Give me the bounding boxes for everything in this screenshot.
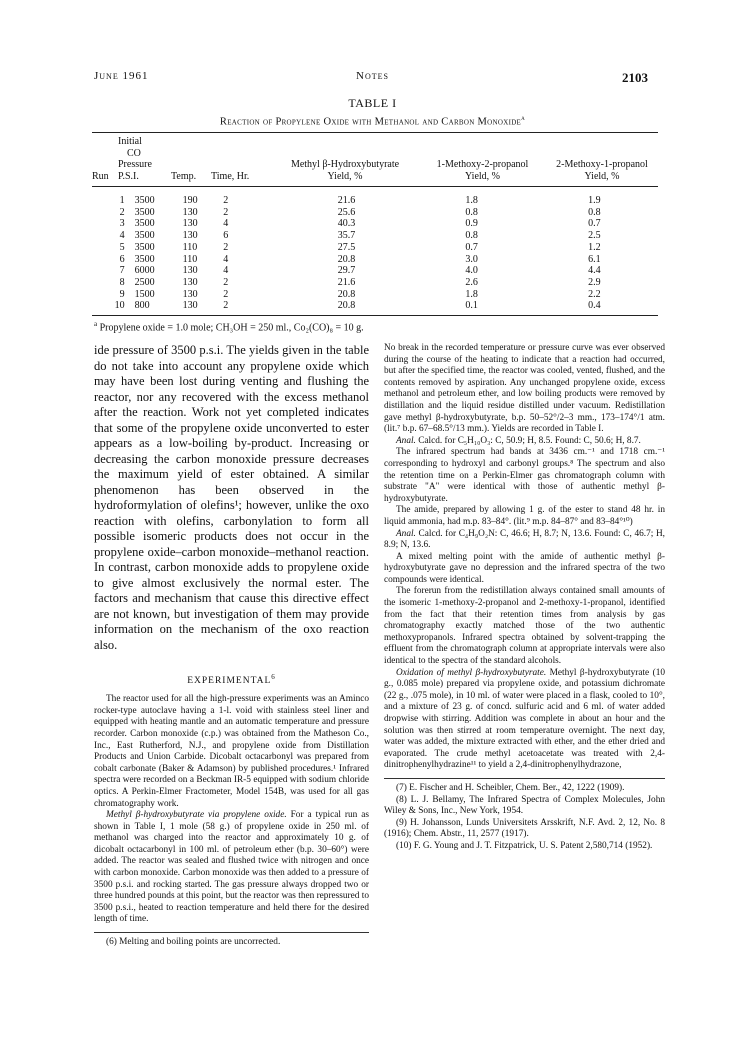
footnote-6: (6) Melting and boiling points are uncorrected. [106, 937, 281, 948]
cell-ester-yield: 25.6 [337, 206, 356, 218]
cell-ester-yield: 20.8 [337, 300, 356, 312]
cell-m12-yield: 3.0 [465, 253, 478, 265]
table-footnote-mark: a [94, 320, 98, 328]
infrared-paragraph: The infrared spectrum had bands at 3436 cm.⁻¹ and 1718 cm.⁻¹ corresponding to hydroxyl and carbonyl groups.⁸ The spectrum and also the retention time on a Perkin-Elmer gas chromatograph column with substrate "A" were identical with those of authentic methyl β-hydroxybutyrate. [384, 447, 665, 504]
cell-pressure: 3500 [134, 195, 155, 206]
header-run: Run [92, 170, 109, 182]
cell-m21-yield: 0.4 [588, 300, 601, 312]
footnote-10: (10) F. G. Young and J. T. Fitzpatrick, U. S. Patent 2,580,714 (1952). [396, 840, 653, 851]
cell-run: 7 [119, 265, 125, 277]
oxidation-paragraph [384, 668, 665, 772]
cell-ester-yield: 40.3 [337, 218, 356, 230]
cell-time: 2 [223, 241, 229, 253]
cell-time: 2 [223, 288, 229, 300]
table-row [92, 289, 658, 301]
cell-run: 10 [114, 300, 125, 312]
footnote-8: (8) L. J. Bellamy, The Infrared Spectra of Complex Molecules, John Wiley & Sons, Inc., New York, 1954. [384, 794, 665, 817]
cell-time: 4 [223, 265, 229, 277]
cell-run: 4 [119, 230, 125, 242]
table-number: TABLE I [348, 96, 397, 110]
section-heading [94, 673, 369, 686]
oxidation-title: Oxidation of methyl β-hydroxybutyrate. [396, 667, 547, 678]
table-top-rule [92, 132, 658, 133]
running-header-section: Notes [356, 70, 389, 82]
table-row [92, 207, 658, 219]
cell-temp: 130 [182, 218, 198, 230]
table-row [92, 265, 658, 277]
cell-temp: 130 [182, 288, 198, 300]
table-row [92, 277, 658, 289]
table-footnote [94, 320, 364, 333]
cell-pressure: 3500 [134, 206, 155, 218]
cell-m21-yield: 2.9 [588, 276, 601, 288]
cell-m12-yield: 4.0 [465, 265, 478, 277]
right-column [384, 343, 665, 853]
header-pressure-line: P.S.I. [118, 170, 139, 182]
header-m21-line: Yield, % [584, 170, 620, 182]
forerun-paragraph: The forerun from the redistillation always contained small amounts of the isomeric 1-methoxy-2-propanol and 2-methoxy-1-propanol, identified from the fact that their retention times from analysis by gas chromatography exactly matched those of the two authentic methoxypropanols. Infrared spectra obtained by solvent-trapping the effluent from the chromatograph column at appropriate intervals were also identical to the spectra of the standard alcohols. [384, 586, 665, 667]
cell-m12-yield: 0.8 [465, 206, 478, 218]
cell-temp: 130 [182, 276, 198, 288]
cell-pressure: 3500 [134, 241, 155, 253]
analysis-label: Anal. [396, 435, 416, 446]
cell-pressure: 2500 [134, 276, 155, 288]
table-caption [0, 114, 745, 128]
table-row [92, 230, 658, 242]
cell-time: 2 [223, 206, 229, 218]
header-m21-line: 2-Methoxy-1-propanol [556, 159, 648, 170]
cell-temp: 130 [182, 265, 198, 277]
header-ester-line: Methyl β-Hydroxybutyrate [290, 159, 400, 170]
cell-run: 3 [119, 218, 125, 230]
cell-time: 4 [223, 218, 229, 230]
cell-temp: 130 [182, 206, 198, 218]
cell-run: 5 [119, 241, 125, 253]
cell-run: 6 [119, 253, 125, 265]
section-title: EXPERIMENTAL [187, 676, 272, 687]
header-time: Time, Hr. [211, 170, 250, 182]
cell-run: 9 [119, 288, 125, 300]
cell-pressure: 3500 [134, 253, 155, 265]
continued-paragraph: No break in the recorded temperature or pressure curve was ever observed during the course of the heating to indicate that a reaction had occurred, but after the specified time, the reactor was cooled, vented, flushed, and the contents removed by aspiration. Any unchanged propylene oxide, excess methanol and petroleum ether, and low boiling products were removed by distillation and the liquid residue distilled under vacuum. Redistillation gave methyl β-hydroxybutyrate, b.p. 50–52°/2–3 mm., 173–174°/1 atm. (lit.⁷ b.p. 67–68.5°/13 mm.). Yields are recorded in Table I. [384, 343, 665, 435]
cell-time: 2 [223, 195, 229, 206]
footnote-rule [94, 932, 369, 933]
cell-m21-yield: 1.2 [588, 241, 601, 253]
mixed-melting-paragraph: A mixed melting point with the amide of authentic methyl β-hydroxybutyrate gave no depression and the infrared spectra of the two compounds were identical. [384, 551, 665, 585]
cell-time: 6 [223, 230, 229, 242]
cell-run: 2 [119, 206, 125, 218]
analysis-text: Calcd. for C₅H₁₀O₃: C, 50.9; H, 8.5. Found: C, 50.6; H, 8.7. [415, 435, 641, 446]
cell-ester-yield: 21.6 [337, 276, 356, 288]
procedure-text: For a typical run as shown in Table I, 1 mole (58 g.) of propylene oxide in 250 ml. of methanol was charged into the reactor and approximately 10 g. of dicobalt octacarbonyl in 100 ml. of petroleum ether (b.p. 30–60°) were added. The reactor was sealed and flushed twice with nitrogen and once with carbon monoxide. Carbon monoxide was then added to a pressure of 3500 p.s.i. and rocking started. The gas pressure always dropped two or three hundred pounds at this point, but the reactor was then repressured to 3500 p.s.i., heated to reaction temperature and held there for the desired length of time. [94, 810, 369, 925]
header-m12-line: 1-Methoxy-2-propanol [436, 159, 529, 170]
cell-m21-yield: 0.7 [588, 218, 601, 230]
header-1-methoxy-2-propanol [420, 159, 545, 182]
table-row [92, 242, 658, 254]
header-pressure-line: Initial [118, 136, 142, 147]
cell-run: 8 [119, 276, 125, 288]
header-temp: Temp. [171, 170, 197, 182]
cell-time: 2 [223, 300, 229, 312]
table-caption-mark: a [521, 114, 526, 122]
cell-m12-yield: 0.8 [465, 230, 478, 242]
header-m12-line: Yield, % [465, 170, 500, 182]
procedure-paragraph [94, 810, 369, 926]
cell-pressure: 6000 [134, 265, 155, 277]
cell-temp: 130 [182, 300, 198, 312]
table-row [92, 195, 658, 207]
footnote-rule [384, 778, 665, 779]
cell-m21-yield: 1.9 [588, 195, 601, 206]
cell-temp: 190 [182, 195, 198, 206]
cell-m12-yield: 0.9 [465, 218, 478, 230]
table-header-rule [92, 186, 658, 187]
cell-ester-yield: 20.8 [337, 253, 356, 265]
left-column [94, 343, 369, 949]
cell-m21-yield: 2.5 [588, 230, 601, 242]
cell-m12-yield: 0.7 [465, 241, 478, 253]
footnote-7: (7) E. Fischer and H. Scheibler, Chem. Ber., 42, 1222 (1909). [396, 782, 625, 793]
cell-time: 2 [223, 276, 229, 288]
header-ester-line: Yield, % [327, 170, 363, 182]
table-caption-text: Reaction of Propylene Oxide with Methanol and Carbon Monoxide [219, 116, 522, 128]
cell-temp: 110 [182, 241, 198, 253]
cell-temp: 130 [182, 230, 198, 242]
header-pressure [118, 136, 164, 182]
cell-pressure: 3500 [134, 218, 155, 230]
procedure-title: Methyl β-hydroxybutyrate via propylene oxide. [106, 810, 287, 821]
cell-m21-yield: 2.2 [588, 288, 601, 300]
cell-m12-yield: 1.8 [465, 288, 478, 300]
cell-pressure: 3500 [134, 230, 155, 242]
table-row [92, 218, 658, 230]
experimental-paragraph: The reactor used for all the high-pressure experiments was an Aminco rocker-type autoclave having a 1-l. void with stainless steel liner and equipped with heating mantle and an automatic temperature and pressure recorder. Carbon monoxide (c.p.) was obtained from the Matheson Co., Inc., East Rutherford, N.J., and propylene oxide from Distillation Products and Union Carbide. Dicobalt octacarbonyl was prepared from cobalt carbonate (Baker & Adamson) by published procedures.¹ Infrared spectra were recorded on a Beckman IR-5 equipped with sodium chloride optics. A Perkin-Elmer Fractometer, Model 154B, was used for all gas chromatography work. [94, 694, 369, 809]
analysis-amide [384, 529, 665, 552]
analysis-ester [384, 436, 665, 448]
table-row [92, 254, 658, 266]
running-header-date: June 1961 [94, 70, 149, 82]
intro-paragraph: ide pressure of 3500 p.s.i. The yields given in the table do not take into account any propylene oxide which may have been lost during venting and flushing the reactor, nor any recovered with the excess methanol after the reaction. Work not yet completed indicates that some of the propylene oxide unconverted to ester appears as a low-boiling by-product. Increasing or decreasing the carbon monoxide pressure decreases the maximum yield of ester obtained. A similar phenomenon has been observed in the hydroformylation of olefins¹; however, unlike the oxo reaction with olefins, carbonylation to form all possible isomeric products does not occur in the propylene oxide–carbon monoxide–methanol reaction. In contrast, carbon monoxide adds to propylene oxide to give almost exclusively the normal ester. The factors and mechanism that cause this directive effect are not known, but investigation of them may provide information on the mechanism of the oxo reaction also. [94, 343, 369, 652]
header-2-methoxy-1-propanol [540, 159, 664, 182]
header-pressure-line: CO [127, 147, 141, 159]
analysis-label: Anal. [396, 528, 416, 539]
cell-ester-yield: 29.7 [337, 265, 356, 277]
footnote-9: (9) H. Johansson, Lunds Universitets Arsskrift, N.F. Avd. 2, 12, No. 8 (1916); Chem. Abstr., 11, 2577 (1917). [384, 817, 665, 840]
oxidation-text: Methyl β-hydroxybutyrate (10 g., 0.085 mole) prepared via propylene oxide, and potassium dichromate (22 g., .075 mole), in 10 ml. of water were placed in a flask, cooled to 10°, and a mixture of 23 g. of concd. sulfuric acid and 6 ml. of water added dropwise with stirring. Addition was complete in about an hour and the solution was then stirred at room temperature overnight. The next day, water was added, the mixture extracted with ether, and the ether dried and evaporated. The crude methyl acetoacetate was treated with 2,4-dinitrophenylhydrazine¹¹ to yield a 2,4-dinitrophenylhydrazone, [384, 667, 665, 771]
cell-m21-yield: 6.1 [588, 253, 601, 265]
cell-temp: 110 [182, 253, 198, 265]
cell-run: 1 [119, 195, 125, 206]
cell-m12-yield: 2.6 [465, 276, 478, 288]
table-row [92, 300, 658, 312]
cell-ester-yield: 21.6 [337, 195, 356, 206]
cell-pressure: 1500 [134, 288, 155, 300]
cell-m12-yield: 1.8 [465, 195, 478, 206]
header-pressure-line: Pressure [118, 159, 152, 170]
cell-pressure: 800 [134, 300, 150, 312]
analysis-text: Calcd. for C₄H₉O₂N: C, 46.6; H, 8.7; N, 13.6. Found: C, 46.7; H, 8.9; N, 13.6. [384, 528, 665, 551]
table-footnote-text: Propylene oxide = 1.0 mole; CH₃OH = 250 ml., Co₂(CO)₈ = 10 g. [99, 322, 364, 334]
cell-ester-yield: 20.8 [337, 288, 356, 300]
results-table [92, 195, 658, 312]
page-number: 2103 [622, 70, 648, 85]
cell-m21-yield: 0.8 [588, 206, 601, 218]
header-ester [270, 159, 420, 182]
amide-paragraph: The amide, prepared by allowing 1 g. of the ester to stand 48 hr. in liquid ammonia, had m.p. 83–84°. (lit.⁹ m.p. 84–87° and 83–84°¹⁰) [384, 505, 665, 527]
cell-ester-yield: 27.5 [337, 241, 356, 253]
cell-time: 4 [223, 253, 229, 265]
cell-m21-yield: 4.4 [588, 265, 601, 277]
cell-m12-yield: 0.1 [465, 300, 478, 312]
section-footnote-mark: 6 [271, 673, 276, 681]
cell-ester-yield: 35.7 [337, 230, 356, 242]
table-bottom-rule [92, 315, 658, 316]
